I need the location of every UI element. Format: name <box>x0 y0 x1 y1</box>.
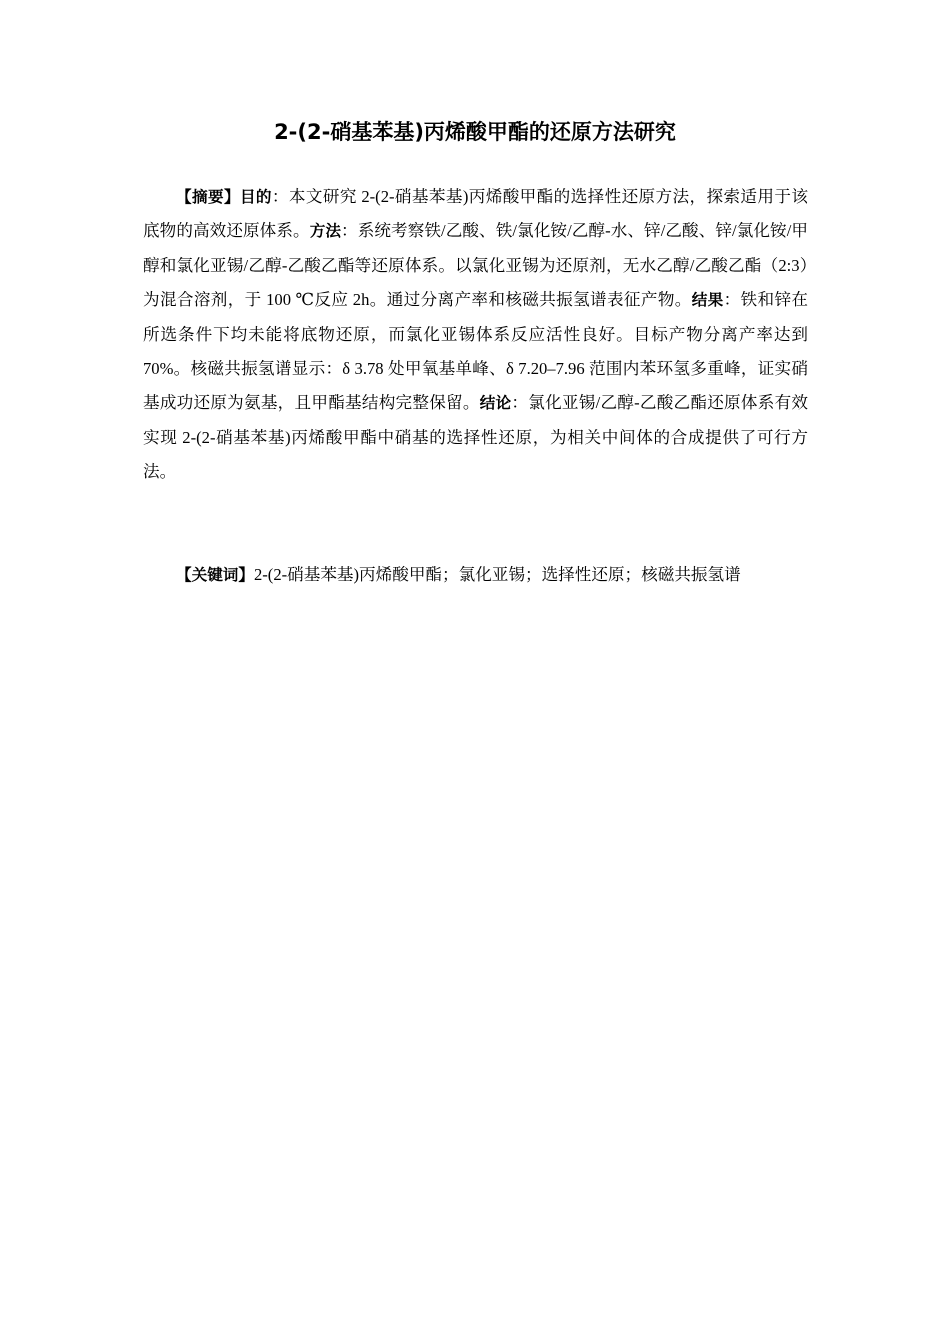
keywords-paragraph <box>143 558 808 592</box>
conclusion-label: 结论 <box>479 394 512 413</box>
paper-title: 2-(2-硝基苯基)丙烯酸甲酯的还原方法研究 <box>274 120 676 144</box>
keywords-heading: 【关键词】 <box>176 566 254 584</box>
abstract-paragraph <box>143 180 808 490</box>
abstract-heading: 【摘要】 <box>176 188 240 206</box>
purpose-label: 目的 <box>239 188 272 206</box>
method-text: ：系统考察铁/乙酸、铁/氯化铵/乙醇-水、锌/乙酸、锌/氯化铵/甲醇和氯化亚锡/乙醇-乙酸乙酯等还原体系。以氯化亚锡为还原剂，无水乙醇/乙酸乙酯（2:3）为混合溶剂，于 100 ℃反应 2h。通过分离产率和核磁共振氢谱表征产物。 <box>143 221 809 310</box>
result-text: ：铁和锌在所选条件下均未能将底物还原，而氯化亚锡体系反应活性良好。目标产物分离产率达到 70%。核磁共振氢谱显示：δ 3.78 处甲氧基单峰、δ 7.20–7.96 范围内苯环氢多重峰，证实硝基成功还原为氨基，且甲酯基结构完整保留。 <box>143 290 808 413</box>
keywords-text: 2-(2-硝基苯基)丙烯酸甲酯；氯化亚锡；选择性还原；核磁共振氢谱 <box>253 565 741 584</box>
result-label: 结果 <box>691 291 724 310</box>
conclusion-text: ：氯化亚锡/乙醇-乙酸乙酯还原体系有效实现 2-(2-硝基苯基)丙烯酸甲酯中硝基的选择性还原，为相关中间体的合成提供了可行方法。 <box>143 393 808 482</box>
purpose-text: ：本文研究 2-(2-硝基苯基)丙烯酸甲酯的选择性还原方法，探索适用于该底物的高效还原体系。 <box>143 187 808 241</box>
method-label: 方法 <box>309 222 342 241</box>
